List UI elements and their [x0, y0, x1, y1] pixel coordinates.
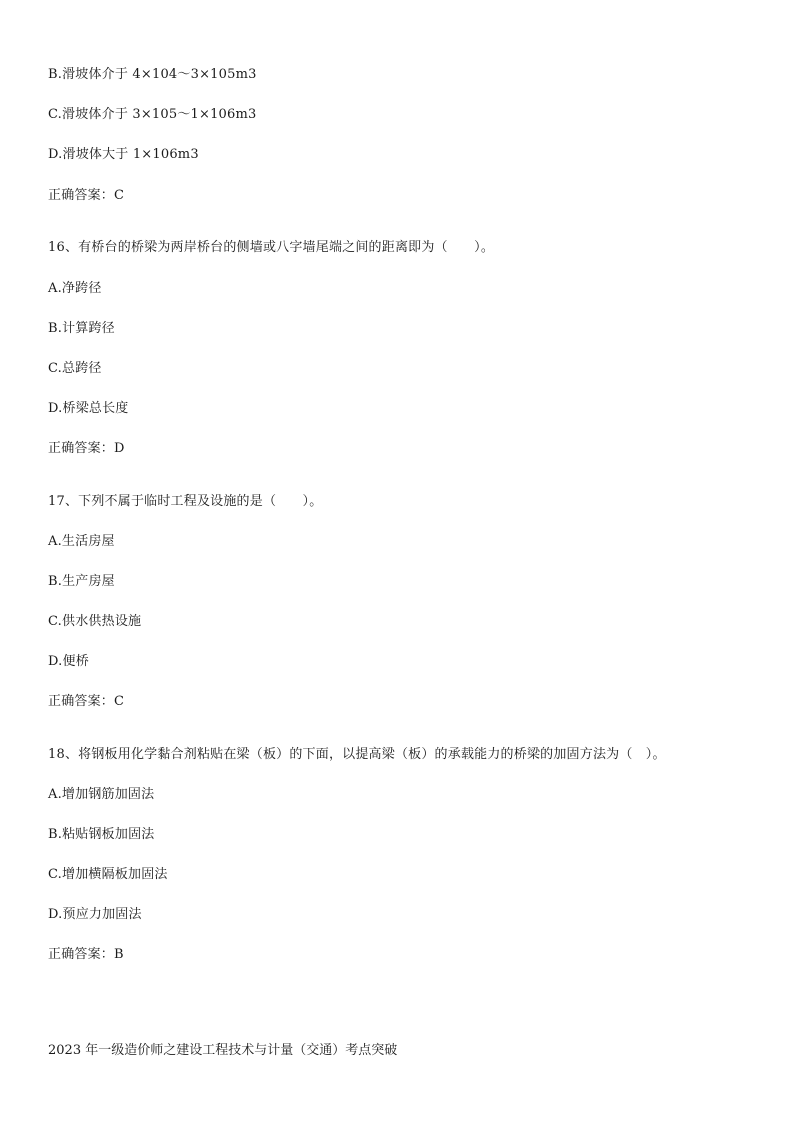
- q18-answer: 正确答案：B: [48, 947, 124, 962]
- q18-option-a: A.增加钢筋加固法: [48, 787, 155, 802]
- document-footer-title: 2023 年一级造价师之建设工程技术与计量（交通）考点突破: [48, 1043, 398, 1058]
- q16-option-b: B.计算跨径: [48, 321, 115, 336]
- q15-option-b: B.滑坡体介于 4×104～3×105m3: [48, 67, 257, 82]
- q18-question: 18、将钢板用化学黏合剂粘贴在梁（板）的下面，以提高梁（板）的承载能力的桥梁的加固方法为（ ）。: [48, 747, 666, 762]
- q15-answer: 正确答案：C: [48, 188, 125, 203]
- q16-option-d: D.桥梁总长度: [48, 401, 129, 416]
- q16-option-a: A.净跨径: [48, 281, 102, 296]
- q17-option-d: D.便桥: [48, 654, 89, 669]
- q18-option-d: D.预应力加固法: [48, 907, 142, 922]
- q15-option-d: D.滑坡体大于 1×106m3: [48, 147, 199, 162]
- q18-option-b: B.粘贴钢板加固法: [48, 827, 155, 842]
- q15-option-c: C.滑坡体介于 3×105～1×106m3: [48, 107, 257, 122]
- q17-option-b: B.生产房屋: [48, 574, 115, 589]
- q17-option-c: C.供水供热设施: [48, 614, 142, 629]
- q17-option-a: A.生活房屋: [48, 534, 115, 549]
- q17-answer: 正确答案：C: [48, 694, 125, 709]
- q18-option-c: C.增加横隔板加固法: [48, 867, 168, 882]
- q17-question: 17、下列不属于临时工程及设施的是（ ）。: [48, 494, 323, 509]
- q16-option-c: C.总跨径: [48, 361, 102, 376]
- q16-question: 16、有桥台的桥梁为两岸桥台的侧墙或八字墙尾端之间的距离即为（ ）。: [48, 240, 495, 255]
- q16-answer: 正确答案：D: [48, 441, 125, 456]
